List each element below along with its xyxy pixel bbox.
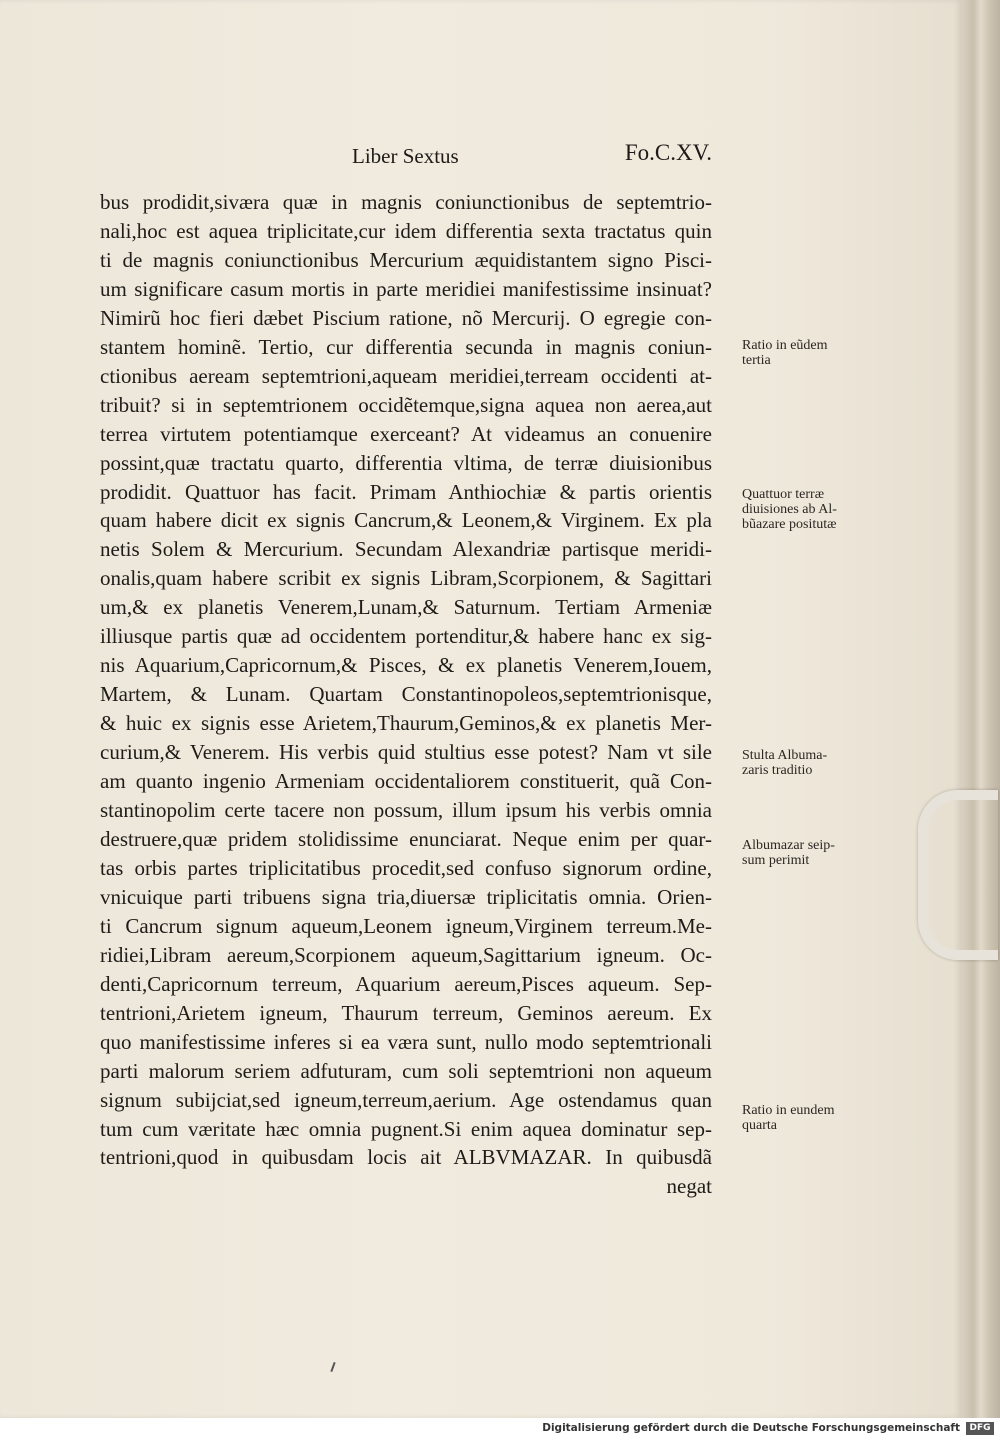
page-edge-stack [962,0,1000,1418]
text-line: terrea virtutem potentiamque exerceant? At videamus an conuenire [100,421,712,446]
margin-note-line: sum perimit [742,853,810,868]
margin-note-line: Albumazar seip- [742,838,835,853]
margin-note-line: Ratio in eundem [742,1103,835,1118]
text-line: & huic ex signis esse Arietem,Thaurum,Geminos,& ex planetis Mer- [100,711,712,736]
margin-note [742,1103,872,1133]
margin-note-line: zaris traditio [742,763,813,778]
margin-note [742,748,872,778]
text-line: netis Solem & Mercurium. Secundam Alexandriæ partisque meridi- [100,537,712,562]
margin-note-line: Quattuor terræ [742,487,825,502]
text-line: denti,Capricornum terreum, Aquarium aereum,Pisces aqueum. Sep- [100,971,712,996]
text-line: am quanto ingenio Armeniam occidentaliorem constituerit, quã Con- [100,769,712,794]
catchword: negat [666,1174,712,1199]
text-line: ctionibus aeream septemtrioni,aqueam meridiei,terream occidenti at- [100,363,712,388]
text-line: quo manifestissime inferes si ea væra sunt, nullo modo septemtrionali [100,1029,712,1054]
text-line: signum subijciat,sed igneum,terreum,aerium. Age ostendamus quan [100,1087,712,1112]
margin-note [742,338,872,368]
text-line: nis Aquarium,Capricornum,& Pisces, & ex planetis Venerem,Iouem, [100,653,712,678]
margin-note-line: bũazare positutæ [742,517,837,532]
text-line: curium,& Venerem. His verbis quid stultius esse potest? Nam vt sile [100,740,712,765]
margin-note [742,838,872,868]
main-text-block [100,188,712,1201]
text-line: tentrioni,quod in quibusdam locis ait ALBVMAZAR. In quibusdã [100,1145,712,1170]
text-line: nali,hoc est aquea triplicitate,cur idem differentia sexta tractatus quin [100,218,712,243]
text-line: vnicuique parti tribuens signa tria,diuersæ triplicitatis omnia. Orien- [100,884,712,909]
margin-note-line: quarta [742,1118,777,1133]
text-line: ti Cancrum signum aqueum,Leonem igneum,Virginem terreum.Me- [100,913,712,938]
text-line: tentrioni,Arietem igneum, Thaurum terreum, Geminos aereum. Ex [100,1000,712,1025]
dfg-logo: DFG [966,1422,994,1435]
digitization-credit: Digitalisierung gefördert durch die Deutsche Forschungsgemeinschaft [542,1422,960,1434]
text-line: tas orbis partes triplicitatibus procedit,sed confuso signorum ordine, [100,855,712,880]
text-line: possint,quæ tractatu quarto, differentia vltima, de terræ diuisionibus [100,450,712,475]
text-line: stantem hominẽ. Tertio, cur differentia secunda in magnis coniun- [100,334,712,359]
margin-note-line: tertia [742,353,771,368]
folio-number: Fo.C.XV. [624,140,712,165]
text-line: parti malorum seriem adfuturam, cum soli septemtrioni non aqueum [100,1058,712,1083]
text-line: bus prodidit,siværa quæ in magnis coniunctionibus de septemtrio- [100,190,712,214]
text-line: onalis,quam habere scribit ex signis Libram,Scorpionem, & Sagittari [100,566,712,591]
text-line: stantinopolim certe tacere non possum, illum ipsum his verbis omnia [100,798,712,823]
text-line: illiusque partis quæ ad occidentem portenditur,& habere hanc ex sig- [100,624,712,649]
text-line: um significare casum mortis in parte meridiei manifestissime insinuat? [100,276,712,301]
text-line: Nimirũ hoc fieri dæbet Piscium ratione, nõ Mercurij. O egregie con- [100,305,712,330]
page-header [352,140,712,170]
text-line: ridiei,Libram aereum,Scorpionem aqueum,Sagittarium igneum. Oc- [100,942,712,967]
margin-note-line: Stulta Albuma- [742,748,828,763]
text-line: prodidit. Quattuor has facit. Primam Anthiochiæ & partis orientis [100,479,712,504]
text-line: um,& ex planetis Venerem,Lunam,& Saturnum. Tertiam Armeniæ [100,595,712,620]
text-line: ti de magnis coniunctionibus Mercurium æquidistantem signo Pisci- [100,247,712,272]
margin-note-line: diuisiones ab Al- [742,502,837,517]
margin-note [742,487,872,532]
margin-note-line: Ratio in eũdem [742,338,828,353]
text-line: quam habere dicit ex signis Cancrum,& Leonem,& Virginem. Ex pla [100,508,712,533]
text-line: destruere,quæ pridem stolidissime enunciarat. Neque enim per quar- [100,826,712,851]
book-clip [918,790,998,960]
text-line: tum cum væritate hæc omnia pugnent.Si enim aquea dominatur sep- [100,1116,712,1141]
text-line: tribuit? si in septemtrionem occidẽtemque,signa aquea non aerea,aut [100,392,712,417]
running-head: Liber Sextus [352,144,459,168]
text-line: Martem, & Lunam. Quartam Constantinopoleos,septemtrionisque, [100,682,712,707]
